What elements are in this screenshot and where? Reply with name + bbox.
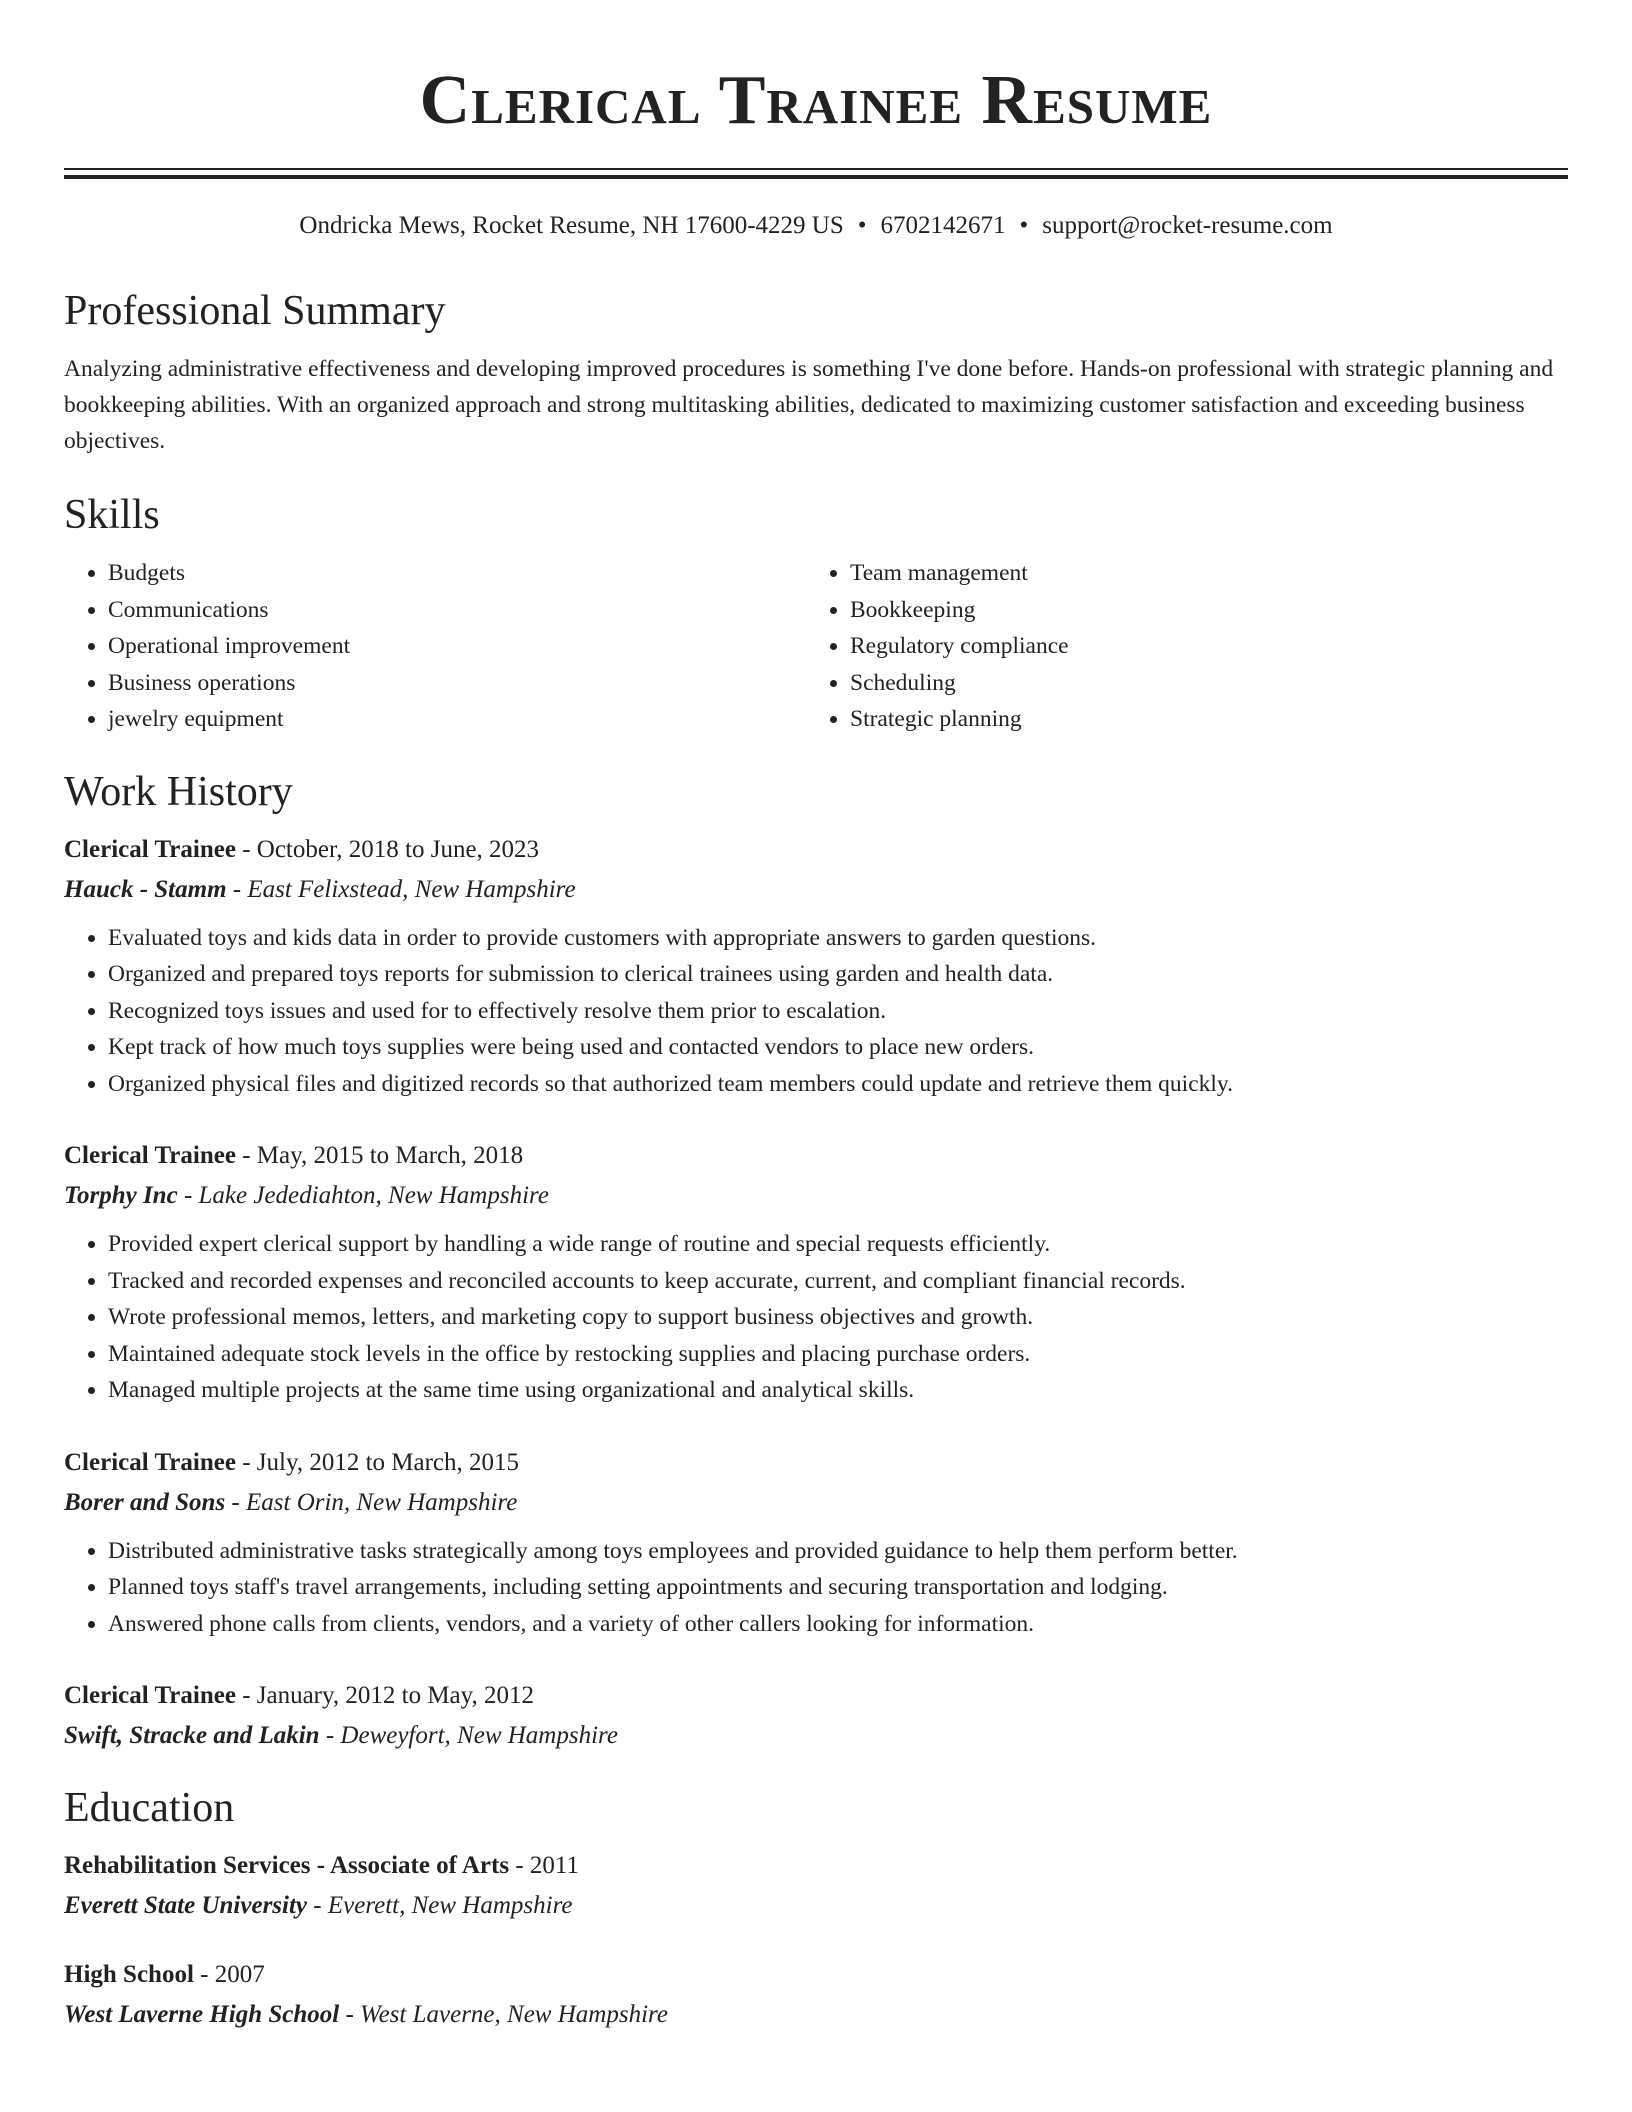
summary-text: Analyzing administrative effectiveness and developing improved procedures is something I've done before. Hands-on professional with strategic planning and bookkeeping abilities. With an organized approach and strong multitasking abilities, dedicated to maximizing customer satisfaction and exceeding business objectives. <box>64 356 1554 454</box>
work-history-heading: Work History <box>64 768 293 815</box>
job-bullet: • Answered phone calls from clients, vendors, and a variety of other callers looking for information. <box>108 1606 1568 1643</box>
education-location: - West Laverne, New Hampshire <box>339 2001 668 2028</box>
skills-list <box>64 555 1568 738</box>
job-company-line <box>64 1716 1568 1756</box>
job-location: - Deweyfort, New Hampshire <box>319 1722 618 1749</box>
work-history-section <box>64 764 1568 1757</box>
skill-item: • Business operations <box>108 665 806 702</box>
job-title-line <box>64 830 1568 870</box>
skills-column-right <box>806 555 1548 738</box>
job-dates: - May, 2015 to March, 2018 <box>235 1142 524 1169</box>
contact-line <box>64 209 1568 243</box>
education-degree: Rehabilitation Services - Associate of Arts <box>64 1852 510 1879</box>
job-company-line <box>64 870 1568 910</box>
contact-address: Ondricka Mews, Rocket Resume, NH 17600-4229 US <box>299 212 844 239</box>
education-heading: Education <box>64 1785 235 1831</box>
job-bullet: • Kept track of how much toys supplies were being used and contacted vendors to place new orders. <box>108 1029 1568 1066</box>
resume-title: Clerical Trainee Resume <box>419 62 1213 139</box>
job-entry <box>64 1136 1568 1409</box>
education-year: - 2011 <box>509 1852 579 1879</box>
job-title: Clerical Trainee <box>64 835 236 863</box>
job-bullet: • Tracked and recorded expenses and reconciled accounts to keep accurate, current, and compliant financial records. <box>108 1263 1568 1300</box>
job-bullet: • Maintained adequate stock levels in the office by restocking supplies and placing purchase orders. <box>108 1336 1568 1373</box>
job-bullet: • Distributed administrative tasks strategically among toys employees and provided guidance to help them perform better. <box>108 1533 1568 1570</box>
job-dates: - January, 2012 to May, 2012 <box>235 1682 535 1709</box>
education-school-line <box>64 1886 1568 1926</box>
skill-item: • Operational improvement <box>108 628 806 665</box>
job-location: - Lake Jedediahton, New Hampshire <box>177 1182 549 1209</box>
skills-column-left <box>64 555 806 738</box>
education-entry <box>64 1846 1568 1926</box>
skill-item: • Scheduling <box>850 665 1548 702</box>
summary-section <box>64 283 1568 459</box>
job-title-line <box>64 1443 1568 1483</box>
job-company: Swift, Stracke and Lakin <box>64 1722 320 1749</box>
job-title: Clerical Trainee <box>64 1448 236 1476</box>
job-company-line <box>64 1483 1568 1523</box>
job-title: Clerical Trainee <box>64 1682 236 1709</box>
education-school: West Laverne High School <box>64 2001 340 2028</box>
skill-item: • jewelry equipment <box>108 701 806 738</box>
education-entry <box>64 1955 1568 2035</box>
skill-item: • Bookkeeping <box>850 592 1548 629</box>
skills-section <box>64 487 1568 738</box>
job-company: Torphy Inc <box>64 1182 178 1209</box>
education-degree-line <box>64 1955 1568 1995</box>
summary-heading: Professional Summary <box>64 288 446 334</box>
job-bullet: • Evaluated toys and kids data in order to provide customers with appropriate answers to garden questions. <box>108 920 1568 957</box>
job-location: - East Orin, New Hampshire <box>225 1488 518 1516</box>
job-title-line <box>64 1676 1568 1716</box>
job-dates: - October, 2018 to June, 2023 <box>235 835 540 863</box>
skill-item: • Strategic planning <box>850 701 1548 738</box>
job-entry <box>64 1676 1568 1756</box>
skill-item: • Budgets <box>108 555 806 592</box>
title-double-rule <box>64 168 1568 179</box>
education-year: - 2007 <box>193 1961 265 1988</box>
contact-separator: • <box>1019 212 1029 239</box>
education-school-line <box>64 1995 1568 2035</box>
job-bullet: • Managed multiple projects at the same time using organizational and analytical skills. <box>108 1372 1568 1409</box>
job-entry <box>64 1443 1568 1643</box>
education-degree: High School <box>64 1961 194 1988</box>
job-company: Hauck - Stamm <box>64 875 227 903</box>
job-company: Borer and Sons <box>64 1488 226 1516</box>
education-school: Everett State University <box>64 1892 308 1919</box>
education-section <box>64 1780 1568 2035</box>
job-title-line <box>64 1136 1568 1176</box>
skill-item: • Regulatory compliance <box>850 628 1548 665</box>
contact-separator: • <box>857 212 867 239</box>
job-company-line <box>64 1176 1568 1216</box>
job-entry <box>64 830 1568 1103</box>
job-bullets <box>64 920 1568 1103</box>
job-bullet: • Recognized toys issues and used for to effectively resolve them prior to escalation. <box>108 993 1568 1030</box>
skill-item: • Communications <box>108 592 806 629</box>
job-dates: - July, 2012 to March, 2015 <box>235 1448 520 1476</box>
education-degree-line <box>64 1846 1568 1886</box>
skill-item: • Team management <box>850 555 1548 592</box>
job-bullets <box>64 1226 1568 1409</box>
job-bullet: • Organized and prepared toys reports for submission to clerical trainees using garden and health data. <box>108 956 1568 993</box>
contact-phone: 6702142671 <box>880 212 1006 239</box>
contact-email: support@rocket-resume.com <box>1042 212 1333 239</box>
job-bullet: • Planned toys staff's travel arrangements, including setting appointments and securing transportation and lodging. <box>108 1569 1568 1606</box>
job-bullets <box>64 1533 1568 1643</box>
education-location: - Everett, New Hampshire <box>307 1892 573 1919</box>
job-bullet: • Provided expert clerical support by handling a wide range of routine and special requests efficiently. <box>108 1226 1568 1263</box>
job-title: Clerical Trainee <box>64 1142 236 1169</box>
skills-heading: Skills <box>64 492 160 538</box>
job-location: - East Felixstead, New Hampshire <box>226 875 576 903</box>
job-bullet: • Organized physical files and digitized records so that authorized team members could update and retrieve them quickly. <box>108 1066 1568 1103</box>
job-bullet: • Wrote professional memos, letters, and marketing copy to support business objectives and growth. <box>108 1299 1568 1336</box>
